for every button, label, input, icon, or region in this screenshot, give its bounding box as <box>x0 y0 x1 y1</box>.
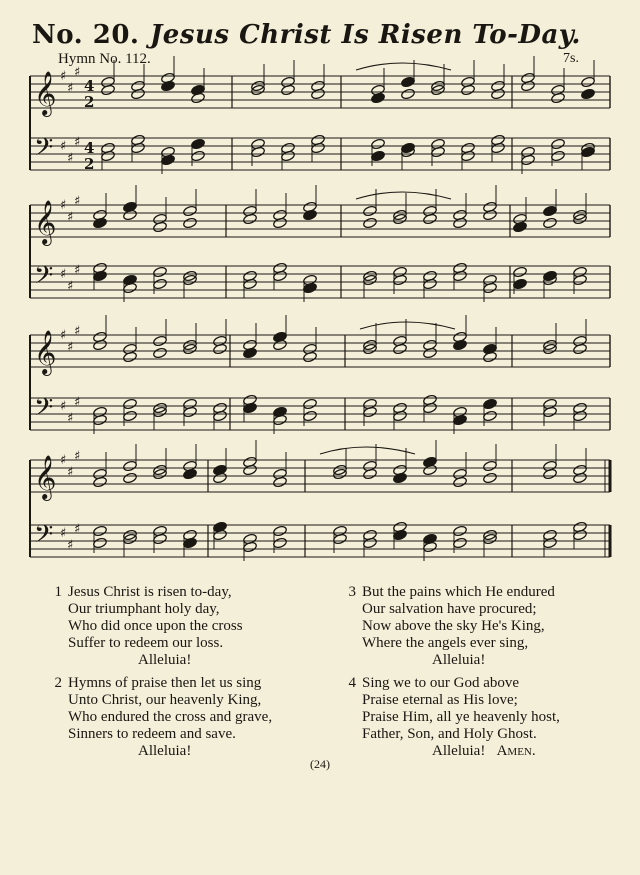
sharp-sign: ♯ <box>60 453 67 468</box>
sharp-sign: ♯ <box>74 522 81 537</box>
verse-line: Sing we to our God above <box>362 675 520 691</box>
time-signature-bottom: 2 <box>84 155 95 173</box>
verse-number: 3 <box>348 584 356 600</box>
half-note <box>371 138 386 150</box>
sharp-sign: ♯ <box>74 135 81 150</box>
verse-3 <box>342 584 612 669</box>
half-note <box>153 347 168 359</box>
verse-1 <box>48 584 318 669</box>
verse-4 <box>342 675 612 760</box>
slur <box>320 447 415 454</box>
verse-refrain: Alleluia! <box>432 652 486 668</box>
verse-line: Suffer to redeem our loss. <box>68 635 224 651</box>
half-note <box>581 76 596 88</box>
half-note <box>453 525 468 537</box>
half-note <box>303 410 318 422</box>
quarter-note <box>401 76 416 88</box>
verse-line-text: Jesus Christ is risen to-day, <box>68 584 232 600</box>
verse-line: Our triumphant holy day, <box>68 601 220 617</box>
half-note <box>183 205 198 217</box>
verse-line: Praise Him, all ye heavenly host, <box>362 709 560 725</box>
sharp-sign: ♯ <box>60 198 67 213</box>
half-note <box>273 537 288 549</box>
sharp-sign: ♯ <box>74 263 81 278</box>
verse-line: Who did once upon the cross <box>68 618 243 634</box>
half-note <box>191 150 206 162</box>
half-note <box>273 525 288 537</box>
refrain-text: Alleluia! <box>432 743 486 759</box>
slur <box>356 63 451 70</box>
half-note <box>123 410 138 422</box>
sharp-sign: ♯ <box>60 328 67 343</box>
verse-line: Who endured the cross and grave, <box>68 709 273 725</box>
quarter-note <box>581 88 596 100</box>
verse-line: But the pains which He endured <box>362 584 555 600</box>
sharp-sign: ♯ <box>67 81 74 96</box>
bass-clef-icon: 𝄢 <box>34 133 54 168</box>
hymn-reference: Hymn No. 112. <box>58 51 151 67</box>
sharp-sign: ♯ <box>74 65 81 80</box>
verse-refrain: Alleluia! <box>138 743 192 759</box>
meter-label: 7s. <box>563 51 579 66</box>
half-note <box>453 537 468 549</box>
verse-line: Unto Christ, our heavenly King, <box>68 692 262 708</box>
verse-refrain: Alleluia! <box>138 652 192 668</box>
half-note <box>153 278 168 290</box>
quarter-note <box>543 205 558 217</box>
time-signature-bottom: 2 <box>84 93 95 111</box>
treble-clef-icon: 𝄞 <box>34 71 57 115</box>
amen-text: Amen. <box>496 743 536 759</box>
half-note <box>123 460 138 472</box>
verse-line: Now above the sky He's King, <box>362 618 545 634</box>
half-note <box>483 460 498 472</box>
half-note <box>551 138 566 150</box>
half-note <box>483 472 498 484</box>
hymn-title: Jesus Christ Is Risen To-Day. <box>150 20 581 50</box>
time-signature-top: 4 <box>84 77 95 95</box>
half-note <box>153 266 168 278</box>
sharp-sign: ♯ <box>67 411 74 426</box>
half-note <box>363 205 378 217</box>
slur <box>356 192 451 199</box>
half-note <box>401 88 416 100</box>
bass-clef-icon: 𝄢 <box>34 520 54 555</box>
quarter-note <box>191 138 206 150</box>
treble-clef-icon: 𝄞 <box>34 330 57 374</box>
slur <box>360 322 455 329</box>
sharp-sign: ♯ <box>60 69 67 84</box>
sharp-sign: ♯ <box>60 267 67 282</box>
quarter-note <box>371 150 386 162</box>
verse-line: Our salvation have procured; <box>362 601 537 617</box>
half-note <box>513 266 528 278</box>
sharp-sign: ♯ <box>67 340 74 355</box>
half-note <box>483 410 498 422</box>
sharp-sign: ♯ <box>60 526 67 541</box>
sharp-sign: ♯ <box>74 395 81 410</box>
quarter-note <box>513 278 528 290</box>
sharp-sign: ♯ <box>67 210 74 225</box>
verse-line: Praise eternal as His love; <box>362 692 518 708</box>
verses-left-column <box>48 584 318 766</box>
verses-right-column <box>342 584 612 766</box>
verse-number: 4 <box>348 675 356 691</box>
half-note <box>93 525 108 537</box>
half-note <box>183 217 198 229</box>
half-note <box>153 335 168 347</box>
verse-line: Father, Son, and Holy Ghost. <box>362 726 537 742</box>
half-note <box>543 217 558 229</box>
treble-clef-icon: 𝄞 <box>34 200 57 244</box>
verse-line: Hymns of praise then let us sing <box>68 675 262 691</box>
time-signature-top: 4 <box>84 139 95 157</box>
verse-number: 1 <box>54 584 62 600</box>
sharp-sign: ♯ <box>74 194 81 209</box>
half-note <box>93 537 108 549</box>
sharp-sign: ♯ <box>67 465 74 480</box>
sharp-sign: ♯ <box>74 449 81 464</box>
quarter-note <box>483 398 498 410</box>
half-note <box>123 472 138 484</box>
verse-2 <box>48 675 318 760</box>
half-note <box>551 150 566 162</box>
sharp-sign: ♯ <box>60 139 67 154</box>
page-number: (24) <box>310 757 330 771</box>
verse-line: Where the angels ever sing, <box>362 635 529 651</box>
sharp-sign: ♯ <box>67 538 74 553</box>
verse-line <box>48 584 318 601</box>
sharp-sign: ♯ <box>67 279 74 294</box>
hymn-number: No. 20. <box>32 20 140 50</box>
sharp-sign: ♯ <box>60 399 67 414</box>
half-note <box>363 217 378 229</box>
sharp-sign: ♯ <box>74 324 81 339</box>
sharp-sign: ♯ <box>67 151 74 166</box>
bass-clef-icon: 𝄢 <box>34 261 54 296</box>
half-note <box>123 398 138 410</box>
bass-clef-icon: 𝄢 <box>34 393 54 428</box>
verse-line: Sinners to redeem and save. <box>68 726 236 742</box>
half-note <box>303 398 318 410</box>
treble-clef-icon: 𝄞 <box>34 455 57 499</box>
verse-number: 2 <box>54 675 62 691</box>
